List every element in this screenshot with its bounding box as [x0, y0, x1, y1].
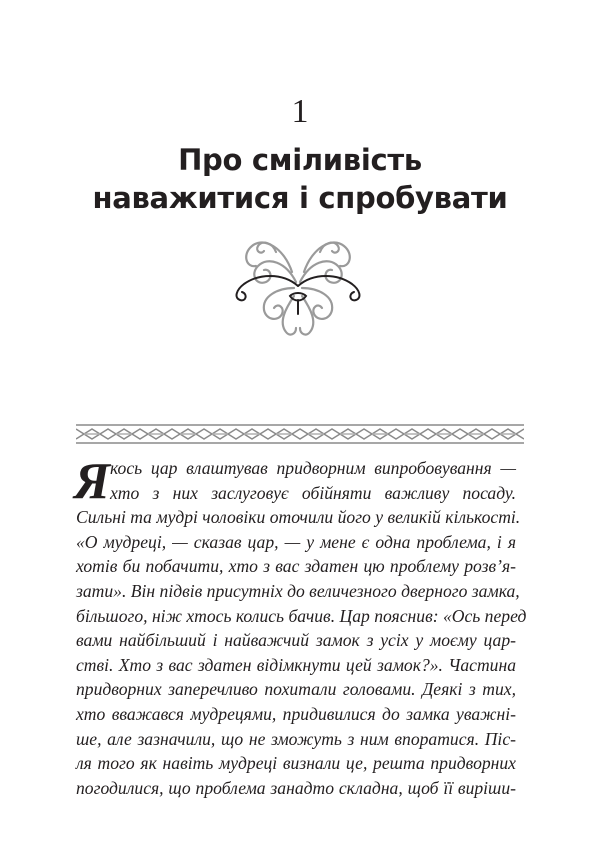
body-line: хто з них заслуговує обійняти важливу посаду.: [110, 482, 516, 503]
body-line: ля того як навіть мудреці визнали це, решта придворних: [76, 753, 516, 774]
chapter-title: [0, 141, 600, 217]
chapter-number: 1: [291, 93, 309, 130]
body-line: ше, але зазначили, що не зможуть з ним впоратися. Піс-: [76, 728, 516, 749]
body-line: «О мудреці, — сказав цар, — у мене є одна проблема, і я: [76, 531, 516, 552]
body-line: Сильні та мудрі чоловіки оточили його у великій кількості.: [76, 507, 521, 528]
body-line: хто вважався мудрецями, придивилися до замка уважні-: [76, 703, 516, 724]
body-line: погодилися, що проблема занадто складна, щоб її виріши-: [76, 777, 516, 798]
body-line: стві. Хто з вас здатен відімкнути цей замок?». Частина: [76, 654, 516, 675]
chapter-title-line-1: Про сміливість: [178, 143, 422, 177]
drop-cap: Я: [74, 453, 110, 510]
heart-flourish-icon: [228, 222, 368, 340]
braided-border-icon: [76, 423, 524, 445]
chapter-title-line-2: наважитися і спробувати: [92, 181, 508, 215]
body-first-line-text: кось цар влаштував придворним випробовування —: [110, 458, 516, 478]
body-line: вами найбільший і найважчий замок з усіх у моєму цар-: [76, 630, 516, 651]
body-paragraph: [74, 453, 527, 800]
body-line: хотів би побачити, хто з вас здатен цю проблему розв’я-: [76, 556, 516, 577]
body-line: більшого, ніж хтось колись бачив. Цар пояснив: «Ось перед: [76, 605, 527, 626]
body-line: зати». Він підвів присутніх до величезного дверного замка,: [76, 580, 520, 601]
body-line: придворних заперечливо похитали головами. Деякі з тих,: [76, 679, 516, 700]
